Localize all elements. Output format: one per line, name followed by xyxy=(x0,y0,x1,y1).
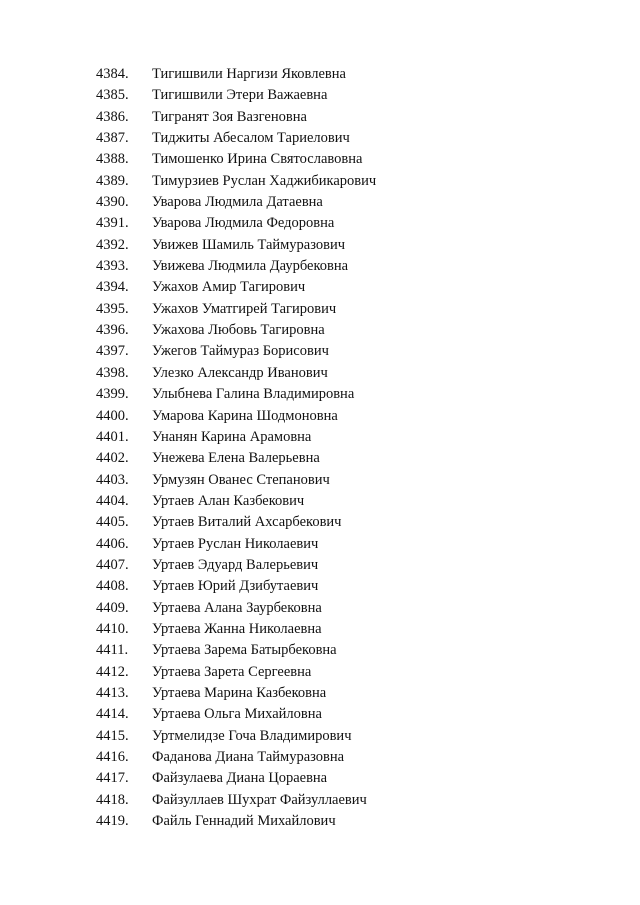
list-item xyxy=(96,811,376,832)
entry-name: Файзулаева Диана Цораевна xyxy=(152,770,328,787)
entry-number: 4391. xyxy=(96,215,129,232)
entry-number: 4415. xyxy=(96,727,129,744)
entry-number: 4393. xyxy=(96,258,129,275)
entry-number: 4401. xyxy=(96,428,129,445)
entry-name: Тигишвили Этери Важаевна xyxy=(152,87,328,104)
list-item xyxy=(96,704,376,725)
list-item xyxy=(96,640,376,661)
list-item xyxy=(96,662,376,683)
entry-name: Урмузян Ованес Степанович xyxy=(152,471,330,488)
entry-name: Уварова Людмила Федоровна xyxy=(152,215,335,232)
list-item xyxy=(96,598,376,619)
list-item xyxy=(96,726,376,747)
list-item xyxy=(96,470,376,491)
entry-name: Тимурзиев Руслан Хаджибикарович xyxy=(152,172,377,189)
entry-name: Унежева Елена Валерьевна xyxy=(152,450,320,467)
entry-name: Уварова Людмила Датаевна xyxy=(152,194,323,211)
entry-name: Увижева Людмила Даурбековна xyxy=(152,258,349,275)
list-item xyxy=(96,683,376,704)
list-item xyxy=(96,427,376,448)
entry-name: Уртаева Марина Казбековна xyxy=(152,684,327,701)
entry-name: Фаданова Диана Таймуразовна xyxy=(152,749,345,765)
entry-number: 4397. xyxy=(96,343,129,360)
entry-name: Уртаев Виталий Ахсарбекович xyxy=(152,514,342,531)
entry-number: 4395. xyxy=(96,300,129,317)
entry-name: Унанян Карина Арамовна xyxy=(152,428,312,445)
entry-name: Файль Геннадий Михайлович xyxy=(152,813,336,830)
entry-number: 4417. xyxy=(96,770,129,787)
entry-name: Тиджиты Абесалом Тариелович xyxy=(152,130,350,147)
entry-number: 4413. xyxy=(96,684,129,701)
entry-name: Уртаев Юрий Дзибутаевич xyxy=(152,578,319,595)
entry-name: Уртмелидзе Гоча Владимирович xyxy=(152,727,352,744)
entry-name: Файзуллаев Шухрат Файзуллаевич xyxy=(152,791,367,808)
list-item xyxy=(96,491,376,512)
list-item xyxy=(96,790,376,811)
entry-name: Уртаева Зарема Батырбековна xyxy=(152,642,337,659)
entry-name: Тигишвили Наргизи Яковлевна xyxy=(152,66,346,82)
entry-number: 4405. xyxy=(96,514,129,531)
entry-number: 4412. xyxy=(96,663,129,680)
list-item xyxy=(96,448,376,469)
list-item xyxy=(96,555,376,576)
entry-name: Уртаева Ольга Михайловна xyxy=(152,706,322,723)
entry-name: Улезко Александр Иванович xyxy=(152,364,328,381)
entry-number: 4418. xyxy=(96,791,129,808)
entry-number: 4403. xyxy=(96,471,129,488)
entry-number: 4385. xyxy=(96,87,129,104)
entry-name: Тигранят Зоя Вазгеновна xyxy=(152,108,307,125)
list-item xyxy=(96,149,376,170)
list-item xyxy=(96,192,376,213)
list-item xyxy=(96,213,376,234)
entry-number: 4392. xyxy=(96,236,129,253)
entry-number: 4411. xyxy=(96,642,129,659)
entry-name: Увижев Шамиль Таймуразович xyxy=(152,236,346,253)
list-item xyxy=(96,256,376,277)
list-item xyxy=(96,64,376,85)
list-item xyxy=(96,384,376,405)
entry-number: 4394. xyxy=(96,279,129,296)
entry-number: 4388. xyxy=(96,151,129,168)
entry-name: Уртаев Руслан Николаевич xyxy=(152,535,319,552)
entry-name: Уртаев Эдуард Валерьевич xyxy=(152,556,319,573)
list-item xyxy=(96,363,376,384)
entry-name: Ужахов Уматгирей Тагирович xyxy=(152,300,337,317)
entry-number: 4396. xyxy=(96,322,129,339)
entry-name: Тимошенко Ирина Святославовна xyxy=(152,151,363,168)
list-item xyxy=(96,341,376,362)
entry-number: 4406. xyxy=(96,535,129,552)
list-item xyxy=(96,512,376,533)
entry-number: 4399. xyxy=(96,386,129,403)
list-item xyxy=(96,128,376,149)
entry-number: 4389. xyxy=(96,172,129,189)
entry-number: 4384. xyxy=(96,66,129,82)
entry-name: Ужегов Таймураз Борисович xyxy=(152,343,329,360)
entry-number: 4402. xyxy=(96,450,129,467)
list-item xyxy=(96,619,376,640)
entry-number: 4387. xyxy=(96,130,129,147)
entry-name: Уртаева Зарета Сергеевна xyxy=(152,663,312,680)
entry-name: Уртаева Алана Заурбековна xyxy=(152,599,322,616)
name-list xyxy=(96,64,376,832)
entry-number: 4419. xyxy=(96,813,129,830)
list-item xyxy=(96,171,376,192)
entry-number: 4400. xyxy=(96,407,129,424)
list-item xyxy=(96,107,376,128)
entry-number: 4409. xyxy=(96,599,129,616)
entry-number: 4416. xyxy=(96,749,129,765)
entry-number: 4414. xyxy=(96,706,129,723)
list-item xyxy=(96,320,376,341)
entry-name: Умарова Карина Шодмоновна xyxy=(152,407,338,424)
entry-name: Улыбнева Галина Владимировна xyxy=(152,386,355,403)
entry-number: 4404. xyxy=(96,492,129,509)
list-item xyxy=(96,277,376,298)
entry-number: 4390. xyxy=(96,194,129,211)
list-item xyxy=(96,747,376,768)
entry-number: 4407. xyxy=(96,556,129,573)
list-item xyxy=(96,406,376,427)
entry-name: Ужахова Любовь Тагировна xyxy=(152,322,325,339)
entry-name: Уртаев Алан Казбекович xyxy=(152,492,305,509)
entry-number: 4386. xyxy=(96,108,129,125)
list-item xyxy=(96,534,376,555)
list-item xyxy=(96,235,376,256)
list-item xyxy=(96,85,376,106)
entry-number: 4408. xyxy=(96,578,129,595)
entry-name: Уртаева Жанна Николаевна xyxy=(152,620,322,637)
list-item xyxy=(96,576,376,597)
entry-number: 4398. xyxy=(96,364,129,381)
list-item xyxy=(96,768,376,789)
list-item xyxy=(96,299,376,320)
entry-number: 4410. xyxy=(96,620,129,637)
entry-name: Ужахов Амир Тагирович xyxy=(152,279,306,296)
